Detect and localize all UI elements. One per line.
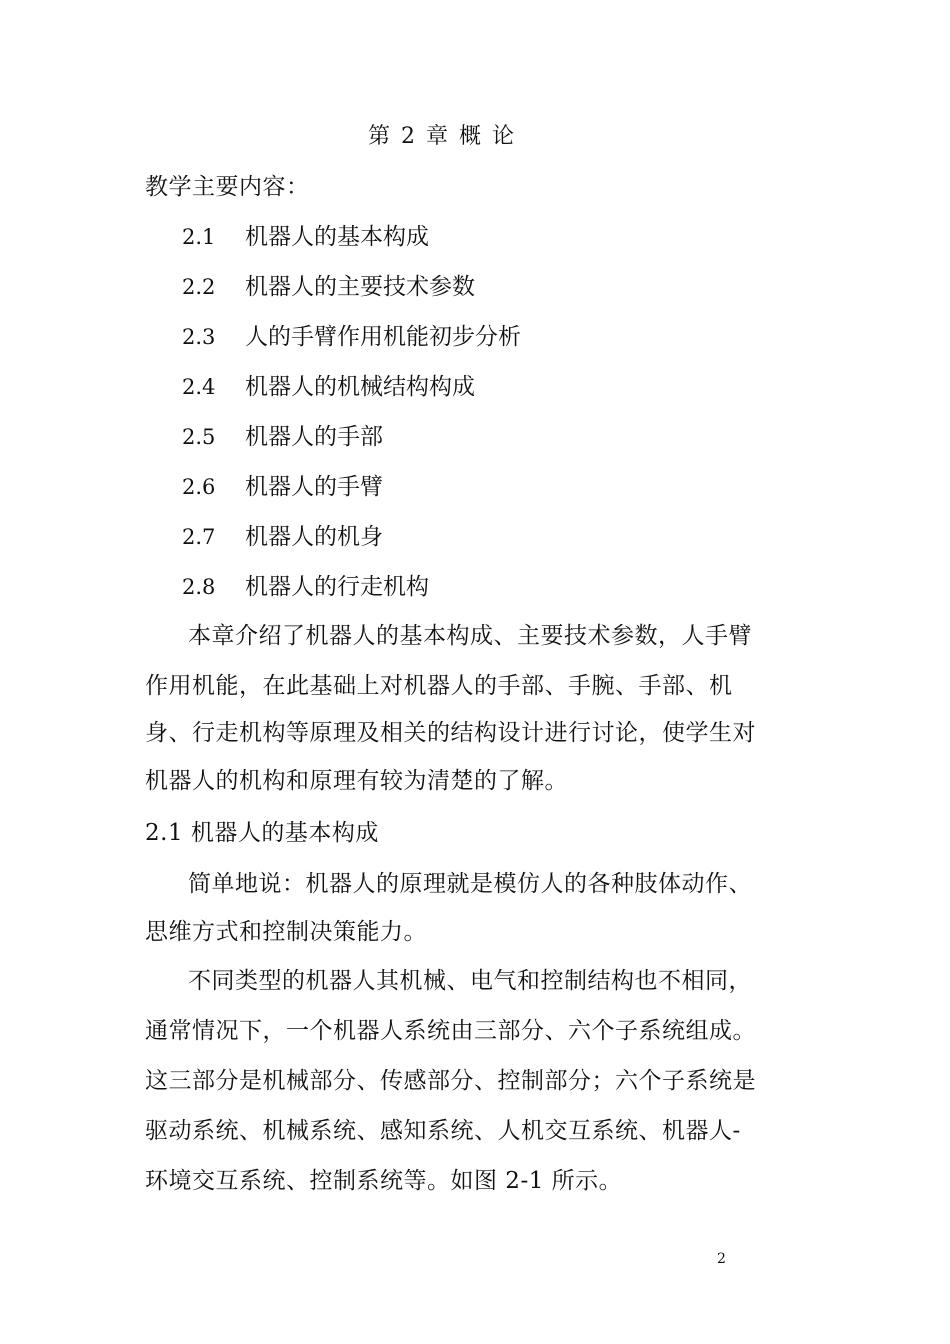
- paragraph-line: 驱动系统、机械系统、感知系统、人机交互系统、机器人-: [145, 1118, 741, 1144]
- paragraph-line: 环境交互系统、控制系统等。如图 2-1 所示。: [145, 1168, 623, 1194]
- toc-text: 机器人的手臂: [245, 474, 383, 500]
- paragraph-line: 简单地说：机器人的原理就是模仿人的各种肢体动作、: [188, 871, 752, 897]
- toc-text: 机器人的主要技术参数: [245, 274, 475, 300]
- toc-text: 机器人的机身: [245, 524, 383, 550]
- summary-line: 作用机能，在此基础上对机器人的手部、手腕、手部、机: [145, 673, 733, 699]
- teaching-content-label: 教学主要内容：: [145, 174, 310, 200]
- paragraph-line: 思维方式和控制决策能力。: [145, 919, 427, 945]
- toc-number: 2.8: [182, 575, 216, 599]
- page-number: 2: [717, 1251, 726, 1267]
- paragraph-line: 不同类型的机器人其机械、电气和控制结构也不相同，: [188, 968, 752, 994]
- paragraph-line: 这三部分是机械部分、传感部分、控制部分；六个子系统是: [145, 1068, 756, 1094]
- toc-text: 机器人的手部: [245, 424, 383, 450]
- summary-line: 机器人的机构和原理有较为清楚的了解。: [145, 768, 568, 794]
- toc-number: 2.5: [182, 425, 216, 449]
- chapter-title: 第 2 章 概 论: [368, 124, 516, 149]
- summary-line: 本章介绍了机器人的基本构成、主要技术参数，人手臂: [188, 623, 752, 649]
- paragraph-line: 通常情况下，一个机器人系统由三部分、六个子系统组成。: [145, 1018, 756, 1044]
- toc-text: 机器人的行走机构: [245, 574, 429, 600]
- toc-number: 2.6: [182, 475, 216, 499]
- toc-text: 机器人的基本构成: [245, 224, 429, 250]
- toc-number: 2.3: [182, 325, 216, 349]
- section-heading: 2.1 机器人的基本构成: [145, 820, 379, 846]
- toc-number: 2.1: [182, 225, 216, 249]
- toc-number: 2.4: [182, 375, 216, 399]
- toc-text: 人的手臂作用机能初步分析: [245, 324, 521, 350]
- summary-line: 身、行走机构等原理及相关的结构设计进行讨论，使学生对: [145, 720, 756, 746]
- toc-text: 机器人的机械结构构成: [245, 374, 475, 400]
- toc-number: 2.2: [182, 275, 216, 299]
- toc-number: 2.7: [182, 525, 216, 549]
